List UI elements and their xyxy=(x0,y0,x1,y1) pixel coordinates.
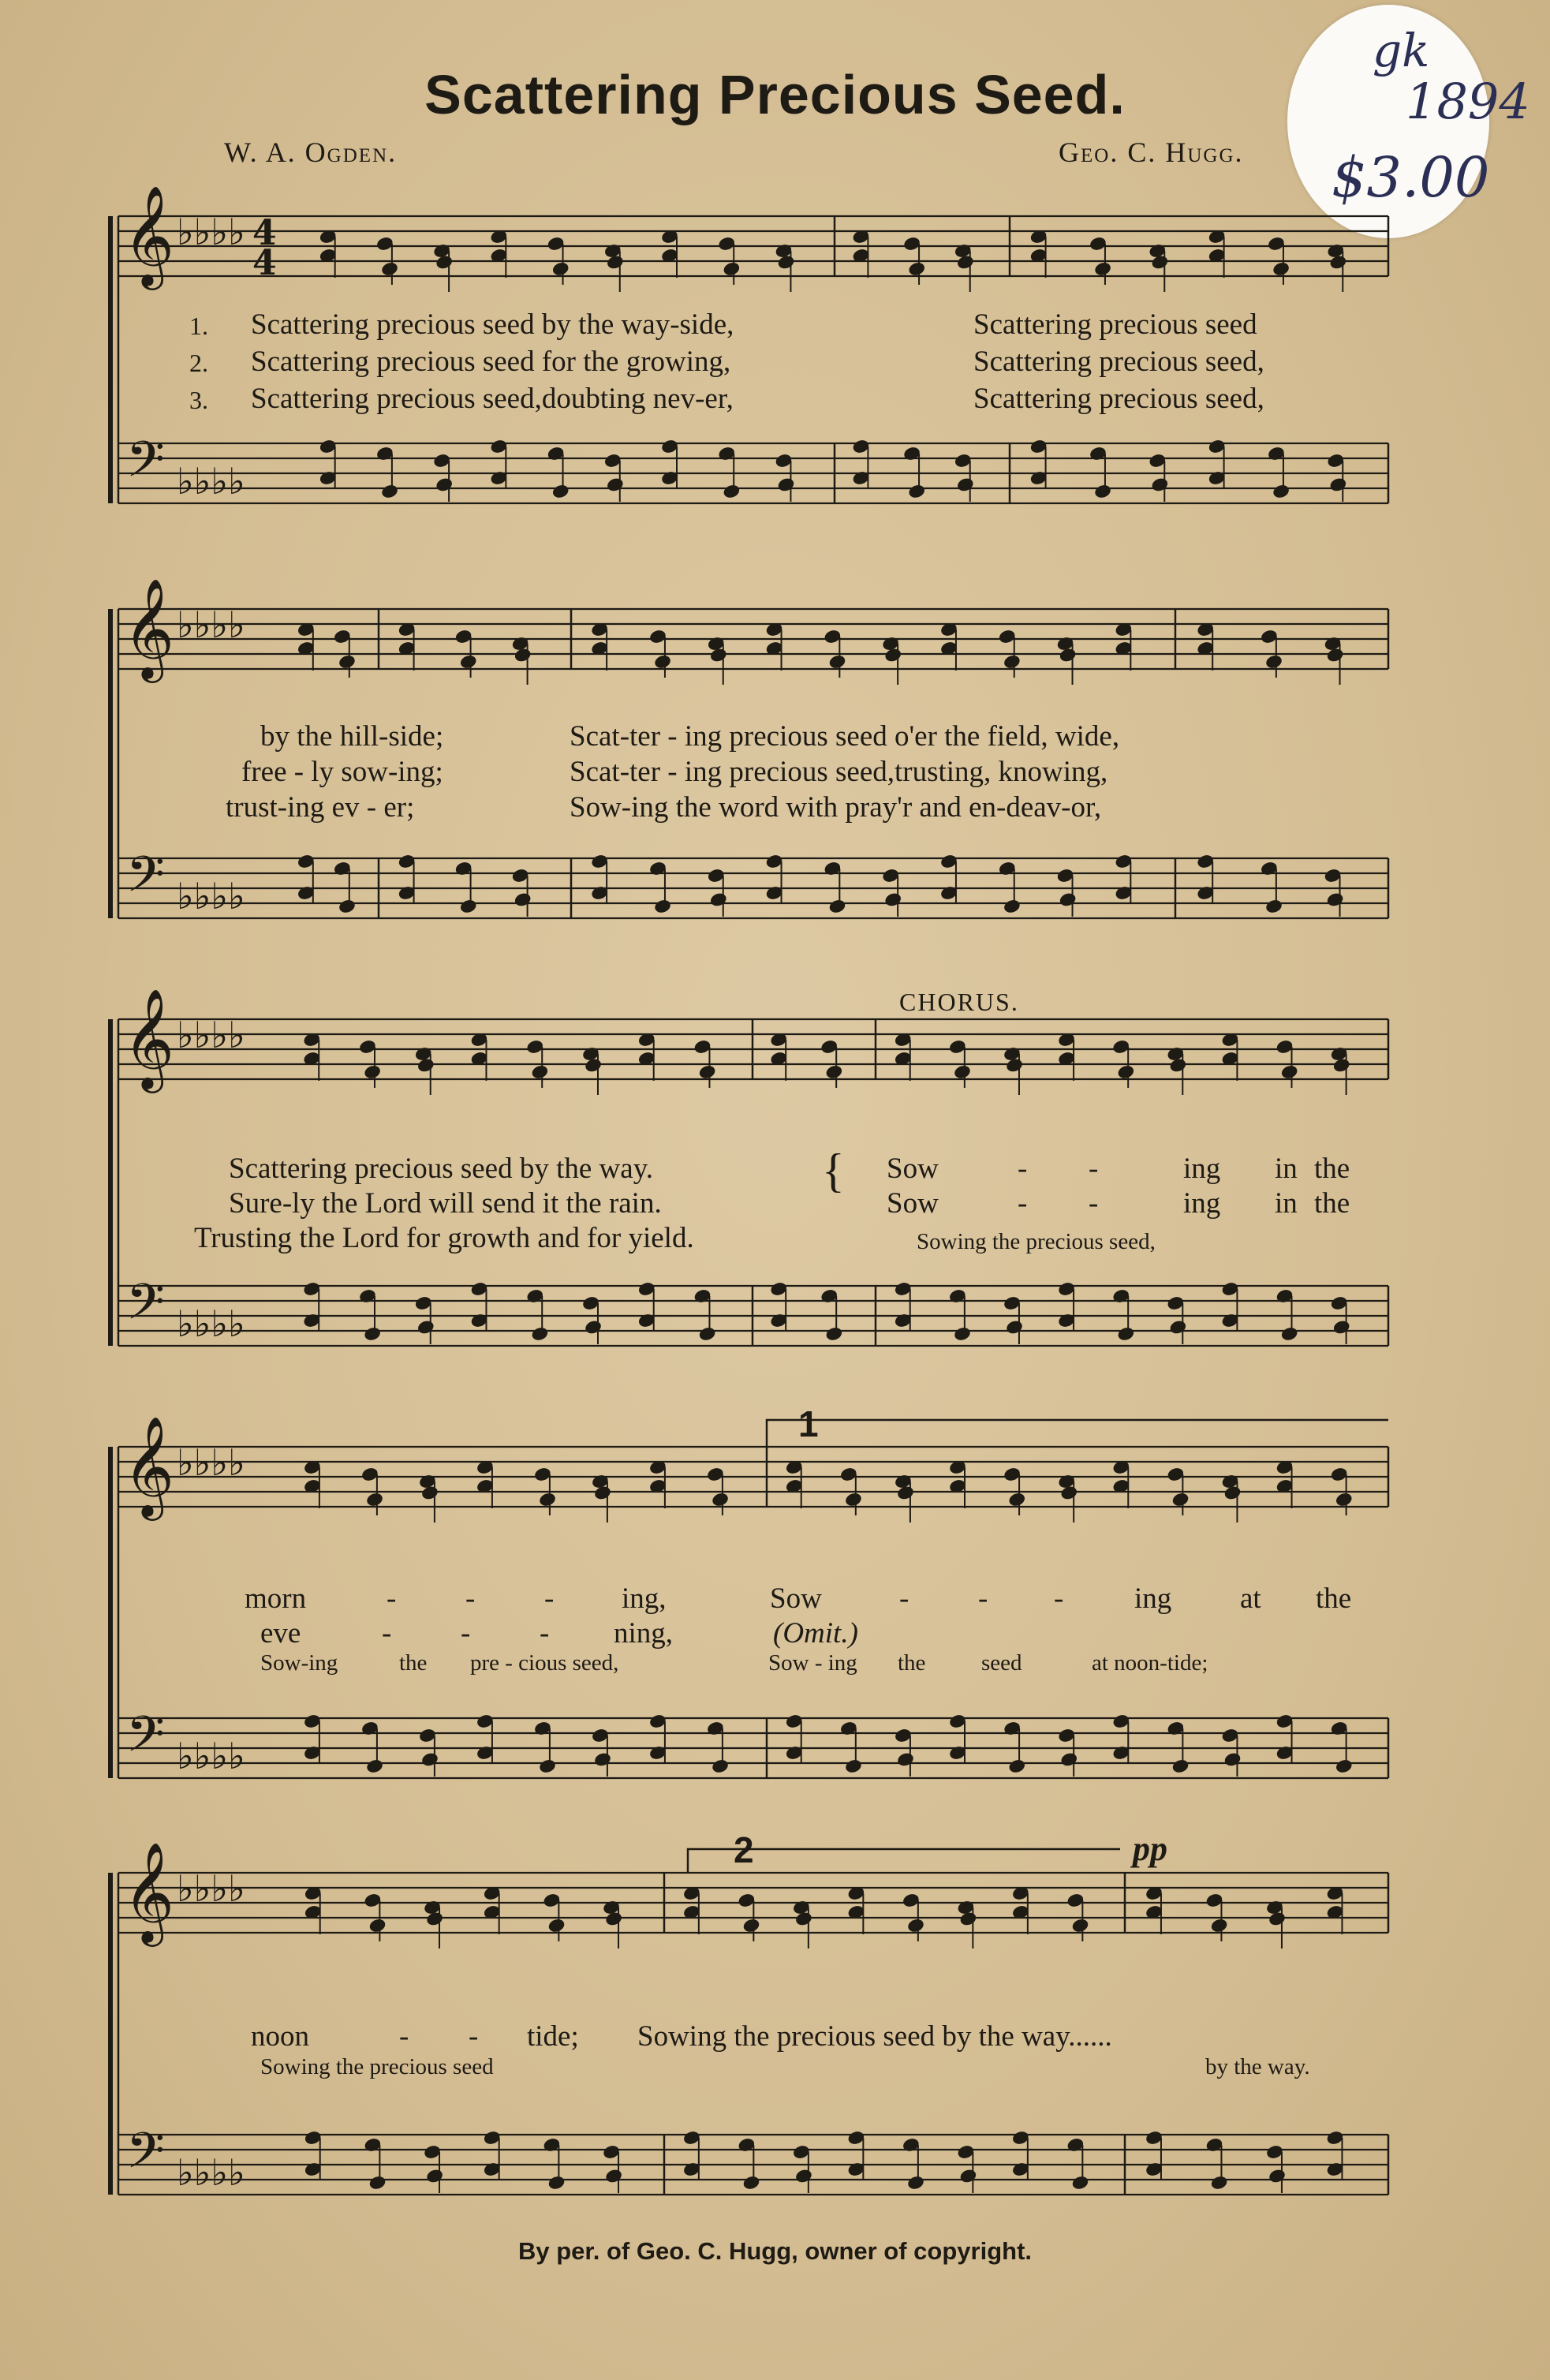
lyric-s4-l1-6: - xyxy=(899,1582,909,1615)
bass-clef: 𝄢 xyxy=(126,2121,165,2191)
bass-words-s4-5: seed xyxy=(981,1650,1022,1676)
system-2-bass-note xyxy=(1003,898,1022,914)
system-2-bass-note xyxy=(1059,891,1078,908)
system-2-bass-note xyxy=(709,891,728,908)
lyric-s4-l1-0: morn xyxy=(245,1582,307,1615)
lyric-s1-v3-b: Scattering precious seed, xyxy=(973,383,1264,415)
lyric-s4-l2-2: - xyxy=(461,1617,471,1650)
lyric-s3-v1: Scattering precious seed by the way. xyxy=(229,1153,654,1185)
bass-words-s5-left: Sowing the precious seed xyxy=(260,2054,494,2079)
key-signature: ♭♭♭♭ xyxy=(177,1867,245,1910)
chorus-s3-l1-2: - xyxy=(1089,1153,1099,1185)
system-5-bass-note xyxy=(958,2168,977,2184)
system-1-treble-note xyxy=(551,260,570,277)
lyric-s4-l1-8: - xyxy=(1054,1582,1064,1615)
system-1-bass-note xyxy=(380,483,399,499)
bass-words-s4-2: pre - cious seed, xyxy=(470,1650,619,1676)
system-2-treble-note xyxy=(653,653,672,670)
system-1-bass-note xyxy=(777,476,796,493)
system-1-bass-note xyxy=(1150,476,1169,493)
system-3-bass-note xyxy=(953,1325,972,1342)
handwritten-price: $3.00 xyxy=(1332,145,1490,210)
chorus-s3-l2-5: the xyxy=(1314,1187,1350,1220)
composer-credit: Geo. C. Hugg. xyxy=(1059,136,1244,168)
system-4-bass-note xyxy=(896,1751,915,1768)
lyric-s1-v1-a: Scattering precious seed by the way-side, xyxy=(251,308,734,341)
system-4-treble-note xyxy=(538,1491,557,1508)
lyric-s4-l1-3: - xyxy=(544,1582,555,1615)
system-3-treble-note xyxy=(953,1063,972,1080)
verse-number-3: 3. xyxy=(189,386,208,414)
system-1-treble-note xyxy=(1093,260,1112,277)
system-3-bass-note xyxy=(584,1319,603,1336)
system-4-treble-note xyxy=(711,1491,730,1508)
system-2-treble-note xyxy=(338,653,357,670)
system-5-treble-note xyxy=(906,1917,925,1934)
lyric-s2-v1-a: by the hill-side; xyxy=(260,720,444,753)
system-1-bass-note xyxy=(606,476,625,493)
system-1-bass-note xyxy=(1272,483,1290,499)
system-5-bass-note xyxy=(368,2174,387,2191)
bass-clef: 𝄢 xyxy=(126,430,165,500)
system-2-treble-note xyxy=(828,653,847,670)
lyric-s4-l1-11: the xyxy=(1316,1582,1352,1615)
lyric-s5-0: noon xyxy=(251,2020,309,2053)
lyric-s3-v2: Sure-ly the Lord will send it the rain. xyxy=(229,1187,662,1220)
system-4-bass-note xyxy=(711,1758,730,1774)
lyric-s5-3: tide; xyxy=(527,2020,579,2053)
chorus-s3-l1-1: - xyxy=(1018,1153,1028,1185)
bass-clef: 𝄢 xyxy=(126,845,165,915)
system-4-bass-note xyxy=(593,1751,612,1768)
bass-words-s4-3: Sow - ing xyxy=(768,1650,857,1676)
lyric-s4-l2-1: - xyxy=(382,1617,392,1650)
omit-marking: (Omit.) xyxy=(773,1617,858,1650)
system-2-bass-note xyxy=(459,898,478,914)
time-signature: 4 xyxy=(252,213,277,253)
lyric-s4-l1-9: ing xyxy=(1134,1582,1172,1615)
system-2-bass-note xyxy=(1264,898,1283,914)
system-3-treble-note xyxy=(1280,1063,1299,1080)
system-4-bass-note xyxy=(365,1758,384,1774)
system-4-bass-note xyxy=(1059,1751,1078,1768)
system-1-bass-note xyxy=(551,483,570,499)
system-4-bass-note xyxy=(538,1758,557,1774)
system-5-bass-note xyxy=(794,2168,813,2184)
key-signature: ♭♭♭♭ xyxy=(177,2151,245,2194)
key-signature: ♭♭♭♭ xyxy=(177,1441,245,1484)
lyric-s2-v1-b: Scat-ter - ing precious seed o'er the field, wide, xyxy=(570,720,1120,753)
system-3-bass-note xyxy=(363,1325,382,1342)
bass-words-s4-6: at noon-tide; xyxy=(1092,1650,1208,1676)
lyric-s1-v1-b: Scattering precious seed xyxy=(973,308,1257,341)
chorus-label: CHORUS. xyxy=(899,988,1019,1016)
system-5-bass-note xyxy=(742,2174,761,2191)
lyric-s2-v3-b: Sow-ing the word with pray'r and en-deav-or, xyxy=(570,791,1102,824)
system-1-bass-note xyxy=(1093,483,1112,499)
system-4-bass-note xyxy=(1007,1758,1026,1774)
chorus-s3-l1-5: the xyxy=(1314,1153,1350,1185)
system-1-bass-note xyxy=(907,483,926,499)
first-ending-number: 1 xyxy=(798,1403,819,1444)
first-ending-bracket xyxy=(767,1420,1388,1447)
system-4-treble-note xyxy=(365,1491,384,1508)
system-4-treble-note xyxy=(1007,1491,1026,1508)
system-2-bass-note xyxy=(828,898,847,914)
lyric-s2-v3-a: trust-ing ev - er; xyxy=(226,791,415,824)
system-1-bass-note xyxy=(1328,476,1347,493)
lyric-s4-l1-5: Sow xyxy=(770,1582,822,1615)
key-signature: ♭♭♭♭ xyxy=(177,603,245,646)
bass-words-s4-1: the xyxy=(399,1650,428,1676)
copyright-footer: By per. of Geo. C. Hugg, owner of copyright. xyxy=(517,2237,1033,2265)
system-2-bass-note xyxy=(514,891,532,908)
lyric-s4-l1-10: at xyxy=(1240,1582,1261,1615)
system-5-treble-note xyxy=(742,1917,761,1934)
system-4-bass-note xyxy=(1335,1758,1354,1774)
time-signature: 4 xyxy=(252,243,277,283)
system-3-treble-note xyxy=(698,1063,717,1080)
verse-number-2: 2. xyxy=(189,349,208,377)
system-3-bass-note xyxy=(698,1325,717,1342)
lyric-s3-v3: Trusting the Lord for growth and for yield. xyxy=(194,1222,694,1254)
bass-clef: 𝄢 xyxy=(126,1705,165,1775)
system-2-bass-note xyxy=(338,898,357,914)
system-5-bass-note xyxy=(425,2168,444,2184)
system-3-bass-note xyxy=(416,1319,435,1336)
system-3-bass-note xyxy=(1005,1319,1024,1336)
system-4-bass-note xyxy=(420,1751,439,1768)
system-2-bass-note xyxy=(883,891,902,908)
key-signature: ♭♭♭♭ xyxy=(177,1302,245,1345)
system-3-treble-note xyxy=(824,1063,843,1080)
chorus-s3-l1-3: ing xyxy=(1183,1153,1221,1185)
lyric-s5-1: - xyxy=(399,2020,409,2053)
system-3-bass-note xyxy=(824,1325,843,1342)
system-5-bass-note xyxy=(906,2174,925,2191)
lyric-s4-l2-3: - xyxy=(540,1617,550,1650)
treble-clef: 𝄞 xyxy=(123,577,175,678)
system-3-bass-note xyxy=(1280,1325,1299,1342)
system-4-treble-note xyxy=(844,1491,863,1508)
treble-clef: 𝄞 xyxy=(123,988,175,1089)
system-2-bass-note xyxy=(1326,891,1345,908)
bass-words-s4-4: the xyxy=(898,1650,926,1676)
treble-clef: 𝄞 xyxy=(123,185,175,286)
system-3-bass-note xyxy=(1332,1319,1351,1336)
system-5-treble-note xyxy=(547,1917,566,1934)
key-signature: ♭♭♭♭ xyxy=(177,875,245,917)
lyric-s2-v2-b: Scat-ter - ing precious seed,trusting, knowing, xyxy=(570,756,1108,788)
system-2-treble-note xyxy=(459,653,478,670)
chorus-s3-l2-3: ing xyxy=(1183,1187,1221,1220)
system-5-bass-note xyxy=(1210,2174,1229,2191)
chorus-s3-l2-4: in xyxy=(1275,1187,1298,1220)
lyric-s1-v2-b: Scattering precious seed, xyxy=(973,346,1264,378)
handwritten-year: 1894 xyxy=(1406,73,1530,130)
system-2-treble-note xyxy=(1264,653,1283,670)
second-ending-number: 2 xyxy=(734,1829,754,1870)
system-4-bass-note xyxy=(844,1758,863,1774)
system-5-bass-note xyxy=(604,2168,623,2184)
system-3-bass-note xyxy=(1168,1319,1187,1336)
lyric-s4-l2-4: ning, xyxy=(614,1617,674,1650)
lyric-s1-v2-a: Scattering precious seed for the growing, xyxy=(251,346,731,378)
system-2-treble-note xyxy=(1003,653,1022,670)
system-1-treble-note xyxy=(722,260,741,277)
treble-clef: 𝄞 xyxy=(123,1841,175,1942)
system-1-treble-note xyxy=(1272,260,1290,277)
bass-words-s4-0: Sow-ing xyxy=(260,1650,338,1676)
lyric-s4-l1-1: - xyxy=(387,1582,397,1615)
system-3-treble-note xyxy=(530,1063,549,1080)
system-1-bass-note xyxy=(956,476,975,493)
lyric-s4-l2-0: eve xyxy=(260,1617,301,1650)
system-3-treble-note xyxy=(1116,1063,1135,1080)
key-signature: ♭♭♭♭ xyxy=(177,1014,245,1056)
lyric-s5-2: - xyxy=(469,2020,479,2053)
system-2-bass-note xyxy=(653,898,672,914)
lyric-s1-v3-a: Scattering precious seed,doubting nev-er, xyxy=(251,383,734,415)
bass-words-s3: Sowing the precious seed, xyxy=(917,1229,1156,1254)
key-signature: ♭♭♭♭ xyxy=(177,211,245,253)
verse-brace: { xyxy=(822,1145,845,1197)
lyric-s4-l1-4: ing, xyxy=(622,1582,667,1615)
system-5-bass-note xyxy=(547,2174,566,2191)
chorus-s3-l2-1: - xyxy=(1018,1187,1028,1220)
system-5-treble-note xyxy=(1071,1917,1090,1934)
verse-number-1: 1. xyxy=(189,312,208,340)
chorus-s3-l2-2: - xyxy=(1089,1187,1099,1220)
system-4-bass-note xyxy=(1223,1751,1242,1768)
song-title: Scattering Precious Seed. xyxy=(424,64,1126,125)
system-5-bass-note xyxy=(1071,2174,1090,2191)
treble-clef: 𝄞 xyxy=(123,1415,175,1516)
handwritten-initials: gk xyxy=(1373,24,1430,77)
system-3-bass-note xyxy=(1116,1325,1135,1342)
lyric-s2-v2-a: free - ly sow-ing; xyxy=(241,756,443,788)
system-1-treble-note xyxy=(907,260,926,277)
system-1-bass-note xyxy=(435,476,454,493)
system-1-treble-note xyxy=(380,260,399,277)
chorus-s3-l1-4: in xyxy=(1275,1153,1298,1185)
lyric-s5-4: Sowing the precious seed by the way...... xyxy=(637,2020,1112,2053)
key-signature: ♭♭♭♭ xyxy=(177,460,245,503)
system-4-treble-note xyxy=(1335,1491,1354,1508)
system-5-treble-note xyxy=(368,1917,387,1934)
dynamic-pianissimo: pp xyxy=(1133,1829,1167,1868)
system-5-treble-note xyxy=(1210,1917,1229,1934)
lyricist-credit: W. A. Ogden. xyxy=(224,136,398,168)
chorus-s3-l1-0: Sow xyxy=(887,1153,939,1185)
chorus-s3-l2-0: Sow xyxy=(887,1187,939,1220)
system-3-bass-note xyxy=(530,1325,549,1342)
system-1-bass-note xyxy=(722,483,741,499)
system-4-bass-note xyxy=(1171,1758,1190,1774)
lyric-s4-l1-2: - xyxy=(465,1582,476,1615)
bass-clef: 𝄢 xyxy=(126,1272,165,1343)
key-signature: ♭♭♭♭ xyxy=(177,1735,245,1777)
lyric-s4-l1-7: - xyxy=(978,1582,988,1615)
system-4-treble-note xyxy=(1171,1491,1190,1508)
system-5-bass-note xyxy=(1268,2168,1287,2184)
bass-words-s5-right: by the way. xyxy=(1205,2054,1310,2079)
system-3-treble-note xyxy=(363,1063,382,1080)
